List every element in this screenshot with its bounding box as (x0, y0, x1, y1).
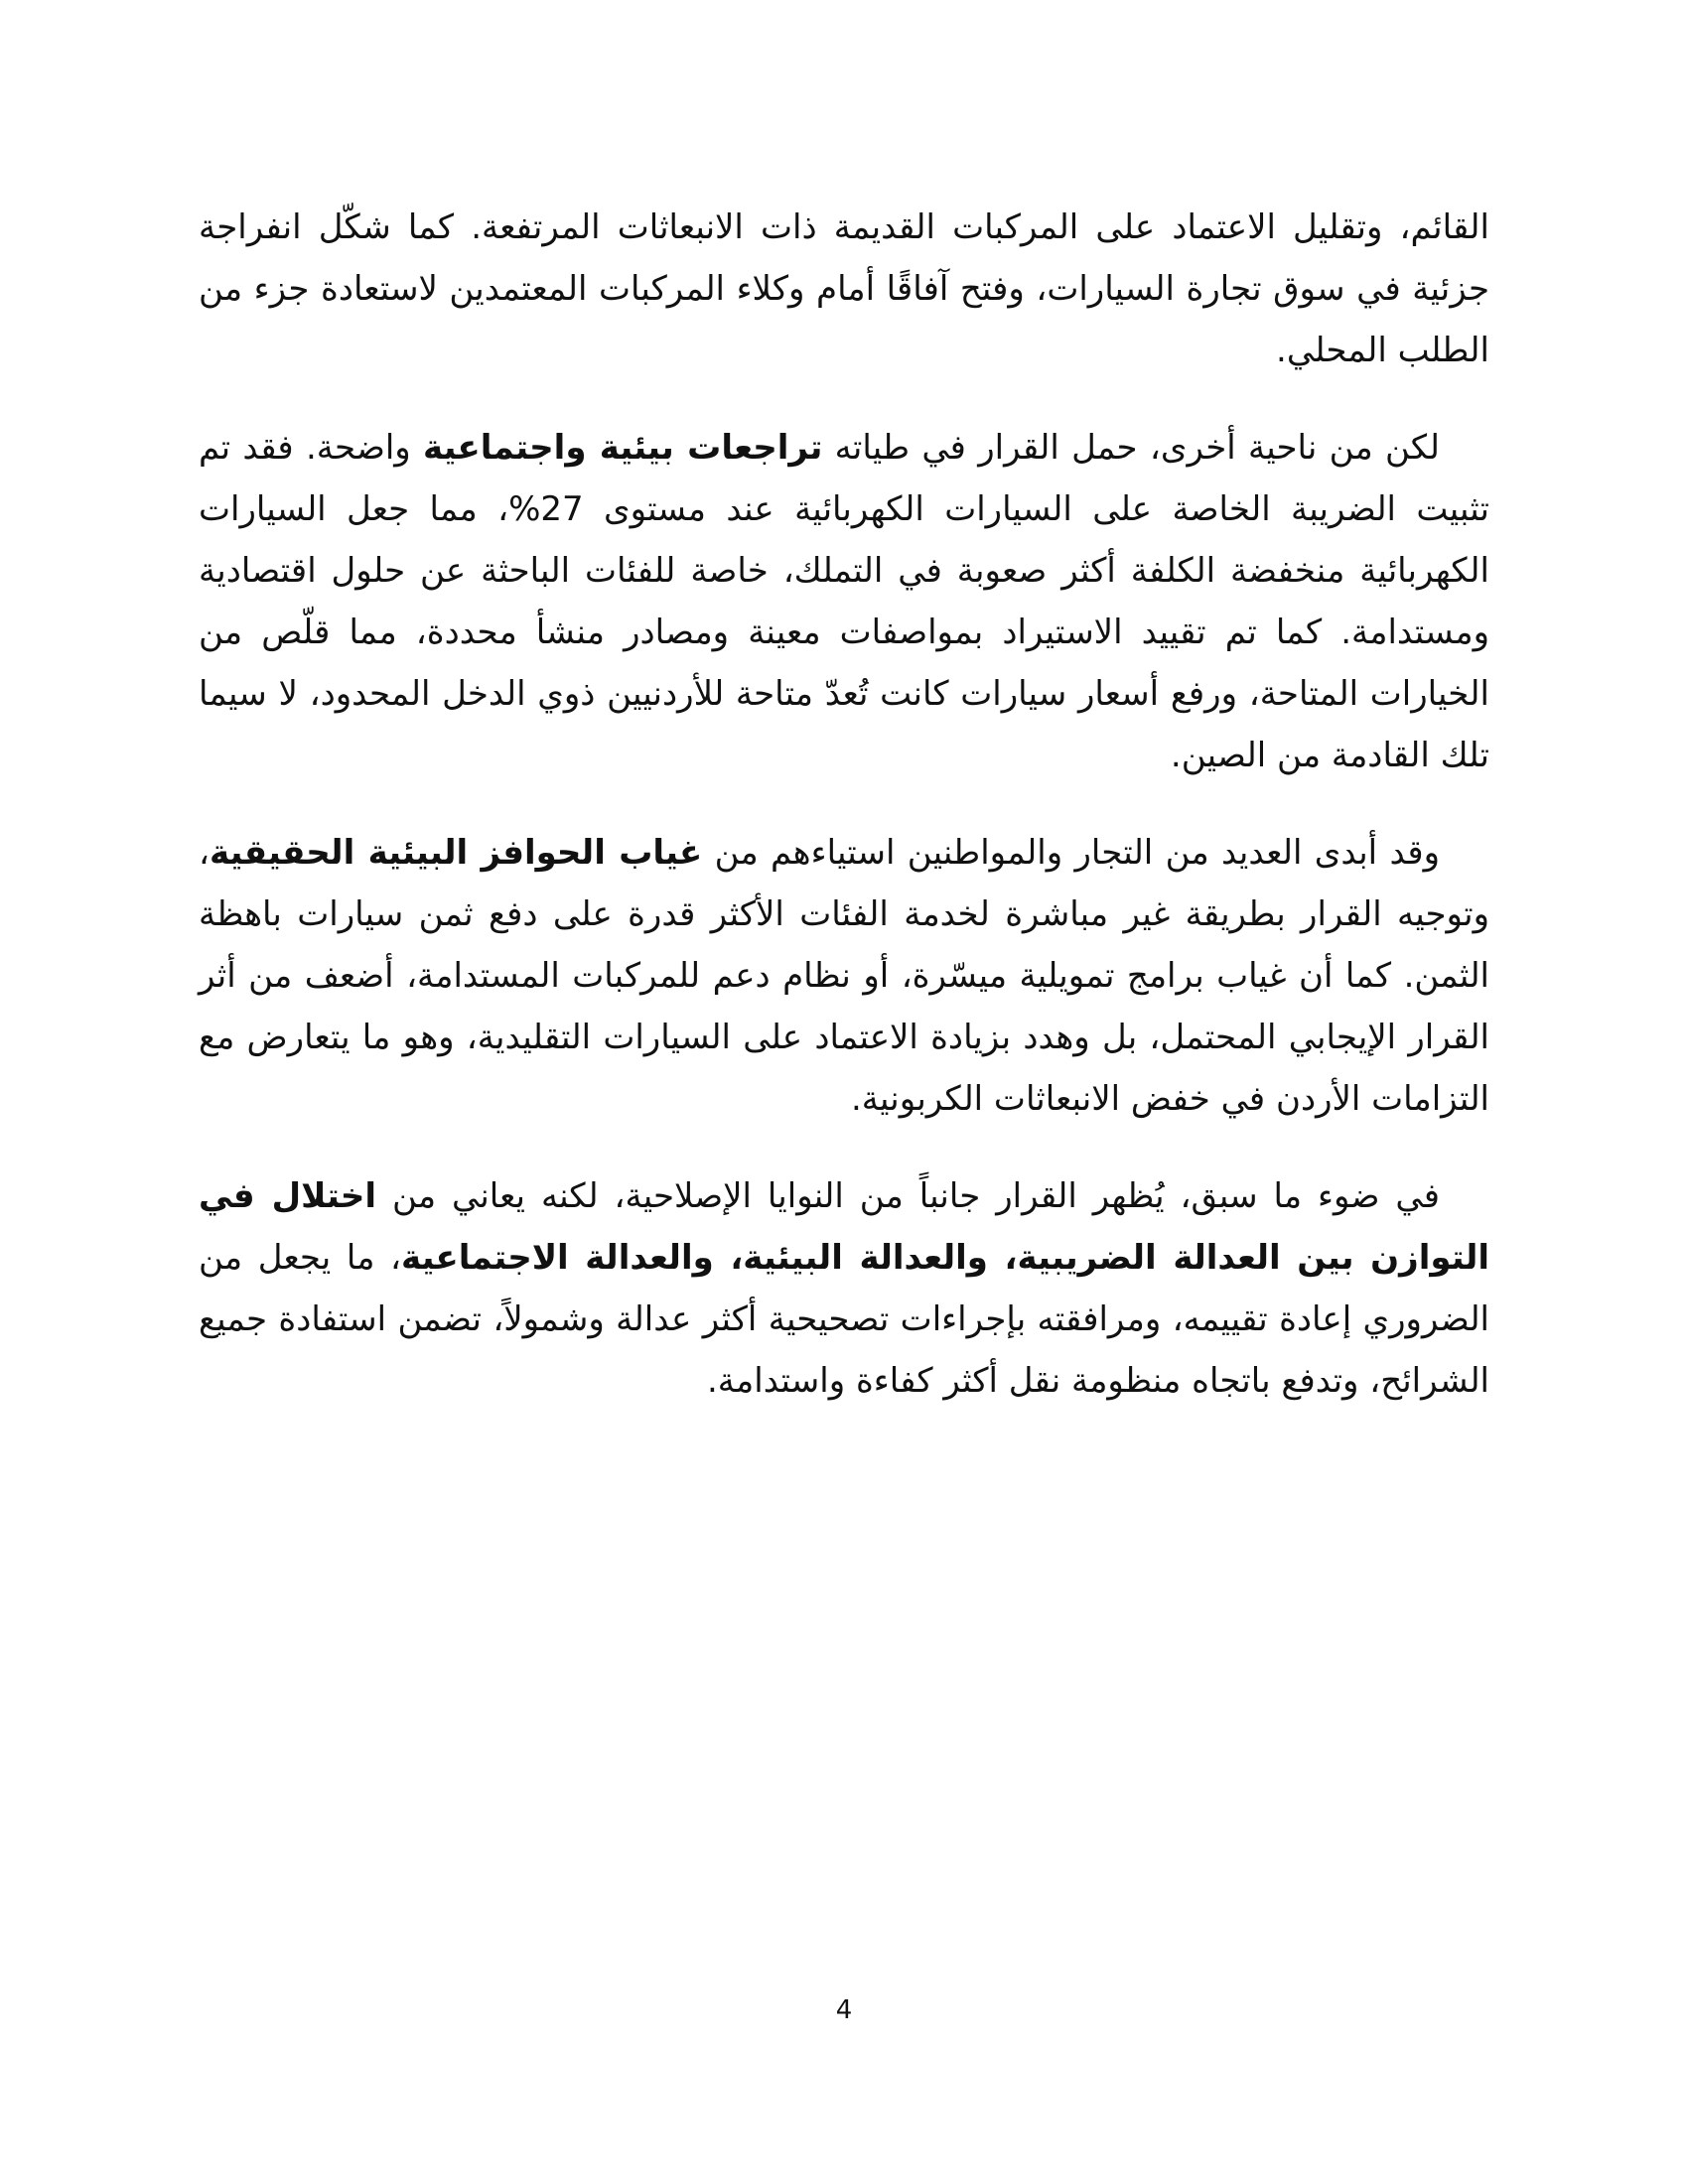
paragraph-4-bold-phrase: اختلال في التوازن بين العدالة الضريبية، والعدالة البيئية، والعدالة الاجتماعية (199, 1176, 1489, 1278)
paragraph-3-text-start: وقد أبدى العديد من التجار والمواطنين استياءهم من (702, 833, 1440, 873)
paragraph-2-text-end: واضحة. فقد تم تثبيت الضريبة الخاصة على السيارات الكهربائية عند مستوى 27%، مما جعل السيارات الكهربائية منخفضة الكلفة أكثر صعوبة في التملك، خاصة للفئات الباحثة عن حلول اقتصادية ومستدامة. كما تم تقييد الاستيراد بمواصفات معينة ومصادر منشأ محددة، مما قلّص من الخيارات المتاحة، ورفع أسعار سيارات كانت تُعدّ متاحة للأردنيين ذوي الدخل المحدود، لا سيما تلك القادمة من الصين. (199, 428, 1489, 775)
paragraph-4-text-start: في ضوء ما سبق، يُظهر القرار جانباً من النوايا الإصلاحية، لكنه يعاني من (376, 1176, 1441, 1216)
paragraph-3-text-end: ، وتوجيه القرار بطريقة غير مباشرة لخدمة الفئات الأكثر قدرة على دفع ثمن سيارات باهظة الثمن. كما أن غياب برامج تمويلية ميسّرة، أو نظام دعم للمركبات المستدامة، أضعف من أثر القرار الإيجابي المحتمل، بل وهدد بزيادة الاعتماد على السيارات التقليدية، وهو ما يتعارض مع التزامات الأردن في خفض الانبعاثات الكربونية. (199, 833, 1489, 1119)
paragraph-4 (199, 1165, 1489, 1412)
body-text (199, 197, 1489, 1447)
paragraph-3-bold-phrase: غياب الحوافز البيئية الحقيقية (209, 833, 703, 873)
paragraph-3 (199, 822, 1489, 1130)
page-number: 4 (835, 1995, 853, 2025)
paragraph-2 (199, 417, 1489, 786)
paragraph-1-text: القائم، وتقليل الاعتماد على المركبات القديمة ذات الانبعاثات المرتفعة. كما شكّل انفراجة جزئية في سوق تجارة السيارات، وفتح آفاقًا أمام وكلاء المركبات المعتمدين لاستعادة جزء من الطلب المحلي. (199, 207, 1489, 370)
paragraph-4-text-end: ، ما يجعل من الضروري إعادة تقييمه، ومرافقته بإجراءات تصحيحية أكثر عدالة وشمولاً، تضمن استفادة جميع الشرائح، وتدفع باتجاه منظومة نقل أكثر كفاءة واستدامة. (199, 1238, 1489, 1401)
paragraph-2-bold-phrase: تراجعات بيئية واجتماعية (423, 428, 823, 468)
paragraph-2-text-start: لكن من ناحية أخرى، حمل القرار في طياته (822, 428, 1441, 468)
paragraph-1 (199, 197, 1489, 381)
